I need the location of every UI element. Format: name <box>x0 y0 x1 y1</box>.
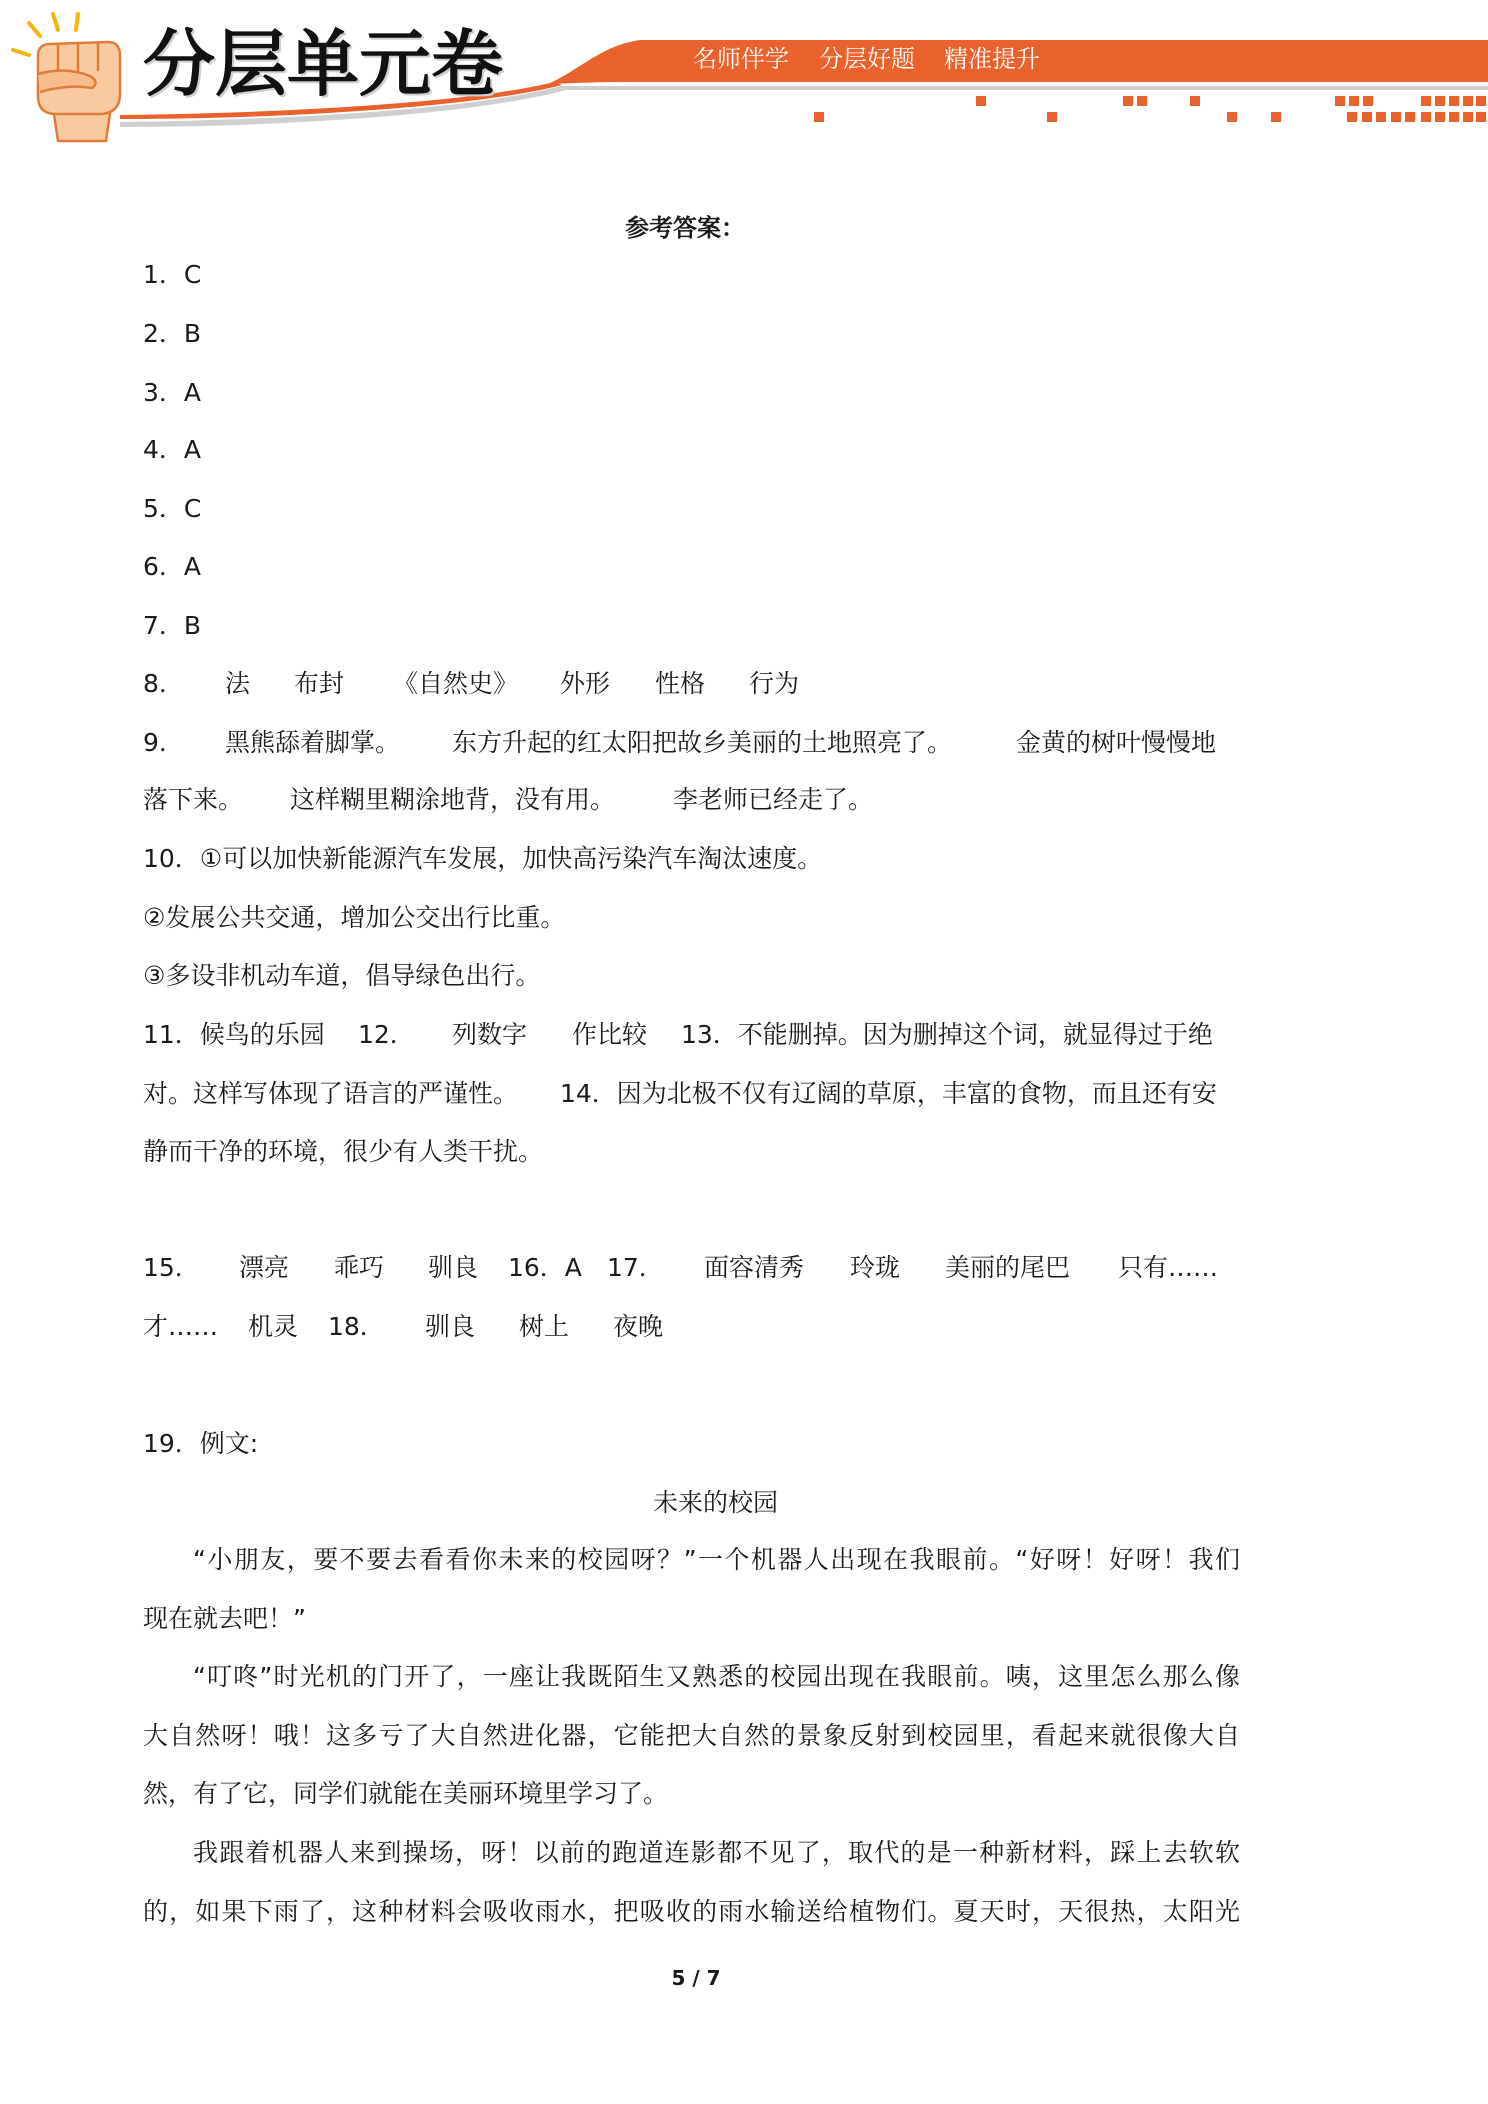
decor-square <box>1376 112 1386 122</box>
answer-item: 《自然史》 <box>393 669 519 698</box>
decor-square <box>1435 112 1445 122</box>
page-number: 5 / 7 <box>671 1966 721 1990</box>
decor-square <box>1363 96 1373 106</box>
decor-square <box>1449 112 1459 122</box>
decor-square <box>1449 96 1459 106</box>
answer-q15-18-line-1 <box>0 1253 1488 1283</box>
essay-line: “叮咚”时光机的门开了，一座让我既陌生又熟悉的校园出现在我眼前。咦，这里怎么那么像 <box>193 1662 1240 1691</box>
fist-icon <box>8 8 128 143</box>
essay-line: 的，如果下雨了，这种材料会吸收雨水，把吸收的雨水输送给植物们。夏天时，天很热，太阳光 <box>143 1897 1240 1926</box>
answer-item: 13．不能删掉。因为删掉这个词，就显得过于绝 <box>681 1020 1213 1049</box>
essay-line: 然，有了它，同学们就能在美丽环境里学习了。 <box>143 1779 669 1808</box>
answer-line: 4．A <box>143 435 202 464</box>
answer-item: 14．因为北极不仅有辽阔的草原，丰富的食物，而且还有安 <box>560 1079 1217 1108</box>
decor-square <box>814 112 824 122</box>
decor-square <box>1476 112 1486 122</box>
answer-item: 行为 <box>749 669 800 698</box>
answer-q11-14-line-2 <box>0 1079 1488 1109</box>
answer-q11-14-line-1 <box>0 1020 1488 1050</box>
answer-key-heading: 参考答案： <box>625 214 745 242</box>
decor-square <box>1271 112 1281 122</box>
answer-q10-line: ③多设非机动车道，倡导绿色出行。 <box>143 961 541 990</box>
answer-line: 7．B <box>143 611 202 640</box>
decor-square <box>1435 96 1445 106</box>
decor-square <box>1421 112 1431 122</box>
decorative-squares <box>814 96 1486 122</box>
decor-square <box>976 96 986 106</box>
answer-item: 漂亮 <box>239 1253 290 1282</box>
essay-line: 我跟着机器人来到操场，呀！以前的跑道连影都不见了，取代的是一种新材料，踩上去软软 <box>193 1838 1240 1867</box>
decor-square <box>1190 96 1200 106</box>
answer-q11-14-line-3: 静而干净的环境，很少有人类干扰。 <box>143 1137 544 1166</box>
answer-q9-line-2 <box>0 785 1488 815</box>
answer-line: 6．A <box>143 552 202 581</box>
answer-item: 9． <box>143 728 184 757</box>
answer-q15-18-line-2 <box>0 1312 1488 1342</box>
slogan-item: 名师伴学 <box>693 45 789 73</box>
decor-square <box>1137 96 1147 106</box>
essay-line: “小朋友，要不要去看看你未来的校园呀？”一个机器人出现在我眼前。“好呀！好呀！我们 <box>193 1545 1240 1574</box>
answer-q10-line: 10．①可以加快新能源汽车发展，加快高污染汽车淘汰速度。 <box>143 844 823 873</box>
decor-square <box>1463 96 1473 106</box>
decor-square <box>1476 96 1486 106</box>
answer-line: 5．C <box>143 494 202 523</box>
answer-item: 16．A <box>508 1253 582 1282</box>
answer-line: 1．C <box>143 260 202 289</box>
answer-item: 李老师已经走了。 <box>673 785 874 814</box>
decor-square <box>1349 96 1359 106</box>
decor-square <box>1362 112 1372 122</box>
slogan-item: 精准提升 <box>944 45 1040 73</box>
answer-item: 布封 <box>294 669 345 698</box>
answer-item: 18． <box>328 1312 385 1341</box>
answer-item: 列数字 <box>452 1020 528 1049</box>
decor-square <box>1421 96 1431 106</box>
answer-item: 驯良 <box>428 1253 479 1282</box>
answer-item: 东方升起的红太阳把故乡美丽的土地照亮了。 <box>452 728 953 757</box>
answer-item: 玲珑 <box>850 1253 901 1282</box>
essay-line: 现在就去吧！” <box>143 1604 306 1633</box>
decor-square <box>1405 112 1415 122</box>
answer-item: 15． <box>143 1253 200 1282</box>
answer-q19-label: 19．例文: <box>143 1429 259 1458</box>
answer-item: 才…… <box>143 1312 219 1341</box>
answer-item: 8． <box>143 669 184 698</box>
answer-q10-line: ②发展公共交通，增加公交出行比重。 <box>143 903 566 932</box>
answer-item: 落下来。 <box>143 785 244 814</box>
series-title: 分层单元卷 <box>143 22 504 106</box>
answer-item: 性格 <box>655 669 706 698</box>
answer-item: 外形 <box>560 669 611 698</box>
answer-item: 机灵 <box>248 1312 299 1341</box>
essay-line: 大自然呀！哦！这多亏了大自然进化器，它能把大自然的景象反射到校园里，看起来就很像大自 <box>143 1721 1240 1750</box>
essay-title: 未来的校园 <box>653 1488 779 1517</box>
answer-q8 <box>0 669 1488 699</box>
decor-square <box>1047 112 1057 122</box>
answer-item: 树上 <box>519 1312 570 1341</box>
answer-item: 乖巧 <box>334 1253 385 1282</box>
decor-square <box>1227 112 1237 122</box>
answer-item: 作比较 <box>572 1020 648 1049</box>
answer-item: 12． <box>358 1020 415 1049</box>
answer-item: 金黄的树叶慢慢地 <box>1016 728 1217 757</box>
answer-item: 11．候鸟的乐园 <box>143 1020 325 1049</box>
answer-item: 法 <box>225 669 251 698</box>
answer-item: 夜晚 <box>613 1312 664 1341</box>
answer-item: 只有…… <box>1118 1253 1219 1282</box>
answer-line: 3．A <box>143 378 202 407</box>
slogan-item: 分层好题 <box>819 45 915 73</box>
answer-q9-line-1 <box>0 728 1488 758</box>
decor-square <box>1335 96 1345 106</box>
decor-square <box>1463 112 1473 122</box>
answer-item: 美丽的尾巴 <box>945 1253 1071 1282</box>
decor-square <box>1347 112 1357 122</box>
decor-square <box>1391 112 1401 122</box>
decor-square <box>1123 96 1133 106</box>
answer-item: 黑熊舔着脚掌。 <box>225 728 401 757</box>
answer-item: 对。这样写体现了语言的严谨性。 <box>143 1079 519 1108</box>
answer-item: 这样糊里糊涂地背，没有用。 <box>290 785 616 814</box>
answer-line: 2．B <box>143 319 202 348</box>
answer-item: 驯良 <box>425 1312 476 1341</box>
answer-item: 17． <box>607 1253 664 1282</box>
answer-item: 面容清秀 <box>704 1253 805 1282</box>
